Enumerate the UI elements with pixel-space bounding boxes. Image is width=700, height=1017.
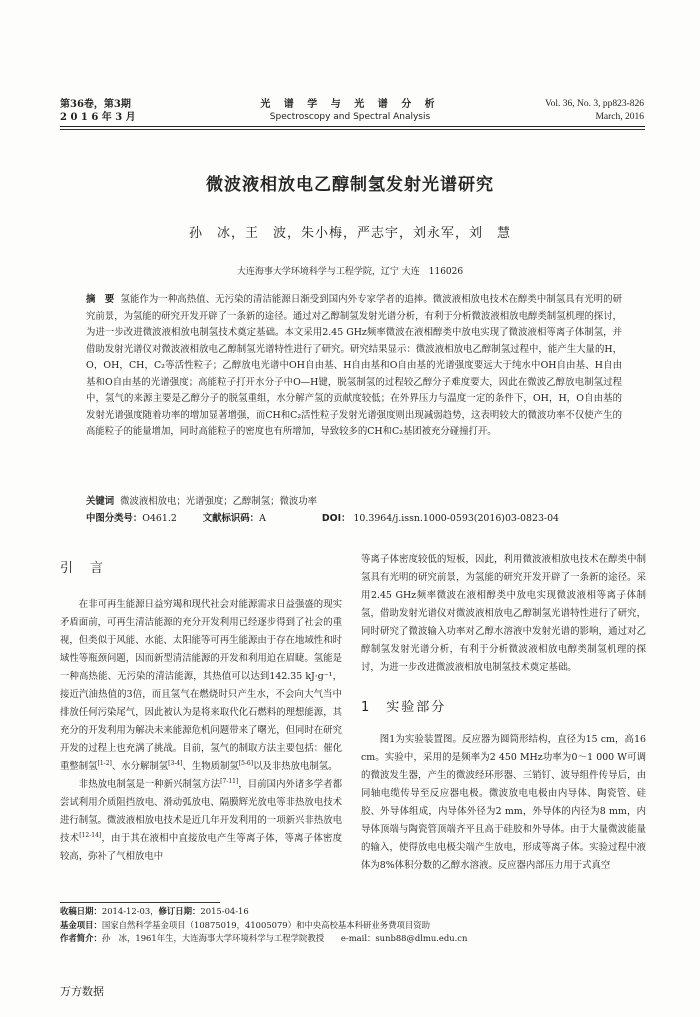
intro-paragraph-2 bbox=[60, 776, 342, 866]
journal-name-en: Spectroscopy and Spectral Analysis bbox=[269, 112, 431, 122]
paper-title: 微波液相放电乙醇制氢发射光谱研究 bbox=[206, 175, 494, 195]
intro-p2-text-c: ，由于其在液相中直接放电产生等离子体，等离子体密度较高，弥补了气相放电中 bbox=[60, 833, 342, 862]
header-volume-en: Vol. 36, No. 3, pp823-826 bbox=[544, 99, 644, 109]
intro-p2-text-b: ，目前国内外诸多学者都尝试利用介质阻挡放电、滑动弧放电、隔膜辉光放电等非热放电技术进行制氢。微波液相放电技术是近几年开发利用的一项新兴非热放电技术 bbox=[60, 779, 342, 844]
clc-label: 中图分类号： bbox=[86, 513, 143, 524]
intro-p1-text-b: 、水分解制氢 bbox=[111, 761, 169, 772]
footnote-dates bbox=[60, 905, 650, 919]
footnotes bbox=[60, 905, 650, 946]
header-volume-cn: 第36卷，第3期 bbox=[60, 99, 131, 110]
keywords bbox=[86, 494, 626, 511]
header-issue bbox=[545, 98, 644, 124]
fund-label: 基金项目： bbox=[60, 919, 102, 930]
clc-value: O461.2 bbox=[142, 513, 177, 524]
intro-paragraph-1 bbox=[60, 596, 342, 776]
abstract bbox=[86, 292, 622, 441]
author-list: 孙 冰，王 波，朱小梅，严志宇，刘永军，刘 慧 bbox=[188, 226, 511, 241]
journal-name-cn: 光 谱 学 与 光 谱 分 析 bbox=[260, 99, 440, 110]
intro-p1-text: 在非可再生能源日益穷竭和现代社会对能源需求日益强盛的现实矛盾面前，可再生清洁能源的充分开发利用已经逐步得到了社会的重视，但类似于风能、水能、太阳能等可再生能源由于存在地域性和时域性等瓶颈问题，因而新型清洁能源的开发和利用迫在眉睫。氢能是一种高热能、无污染的清洁能源，其热值可以达到142.35 kJ·g⁻¹，接近汽油热值的3倍，而且氢气在燃烧时只产生水，不会向大气当中排放任何污染尾气，因此被认为是将来取代化石燃料的理想能源，其充分的开发利用为解决未来能源危机问题带来了曙光，但同时在研究开发的过程上也充满了挑战。目前，氢气的制取方法主要包括：催化重整制氢 bbox=[60, 599, 342, 772]
doc-code-value: A bbox=[259, 513, 266, 524]
doc-code-label: 文献标识码： bbox=[202, 513, 260, 524]
bio-text: 孙 冰，1961年生，大连海事大学环境科学与工程学院教授 e-mail：sunb88@dlmu.edu.cn bbox=[101, 933, 468, 943]
doi-label: DOI： bbox=[321, 513, 351, 524]
abstract-text: 氢能作为一种高热值、无污染的清洁能源日渐受到国内外专家学者的追捧。微波液相放电技术在醇类中制氢具有光明的研究前景，为氢能的研究开发开辟了一条新的途径。通过对乙醇制氢发射光谱分析，有利于分析微波液相放电醇类制氢机理的探讨，为进一步改进微波液相放电制氢技术奠定基础。本文采用2.45 GHz频率微波在液相醇类中放电实现了微波液相等离子体制氢，并借助发射光谱仪对微波液相放电乙醇制氢光谱特性进行了研究。研究结果显示：微波液相放电乙醇制氢过程中，能产生大量的H，O，OH，CH，C₂等活性粒子；乙醇放电光谱中OH自由基、H自由基和O自由基的光谱强度要远大于纯水中OH自由基、H自由基和O自由基的光谱强度；高能粒子打开水分子中O—H键，脱氢制氢的过程较乙醇分子难度要大，因此在微波乙醇放电制氢过程中，氢气的来源主要是乙醇分子的脱氢重组，水分解产氢的贡献度较低；在外界压力与温度一定的条件下，OH，H，O自由基的发射光谱强度随着功率的增加显著增强，而CH和C₂活性粒子发射光谱强度则出现减弱趋势，这表明较大的微波功率不仅使产生的高能粒子的能量增加，同时高能粒子的密度也有所增加，导致较多的CH和C₂基团被充分碰撞打开。 bbox=[86, 294, 622, 437]
classification-line bbox=[86, 511, 626, 528]
header-date-en: March, 2016 bbox=[595, 112, 644, 122]
left-column bbox=[60, 560, 342, 866]
right-column bbox=[361, 551, 646, 875]
doi-value: 10.3964/j.issn.1000-0593(2016)03-0823-04 bbox=[353, 513, 560, 524]
intro-p1-text-d: 以及非热放电制氢。 bbox=[253, 761, 338, 772]
received-label: 收稿日期： bbox=[60, 906, 102, 916]
footnote-fund bbox=[60, 919, 650, 933]
citation: [5-6] bbox=[238, 759, 254, 767]
revised-label: 修订日期： bbox=[158, 906, 201, 916]
header-rule-thin bbox=[60, 129, 645, 130]
citation: [3-4] bbox=[168, 759, 183, 767]
footnote-bio bbox=[60, 932, 650, 946]
intro-p1-text-c: 、生物质制氢 bbox=[182, 761, 239, 772]
header-date-cn: 2 0 1 6 年 3 月 bbox=[60, 112, 136, 123]
received-date: 2014-12-03， bbox=[101, 906, 159, 916]
section-1-paragraph-1: 图1为实验装置图。反应器为圆筒形结构，直径为15 cm，高16 cm。实验中，采用的是频率为2 450 MHz功率为0～1 000 W可调的微波发生器，产生的微波经环形器、三销钉、波导组件传导后，由同轴电缆传导至反应器电极。微波放电电极由内导体、陶瓷管、硅胶、外导体组成，内导体外径为2 mm，外导体的内径为8 mm，内导体顶端与陶瓷管顶端齐平且高于硅胶和外导体。由于大量微波能量的输入，使得放电电极尖端产生放电，形成等离子体。实验过程中液体为8%体积分数的乙醇水溶液。反应器内部压力用于式真空 bbox=[361, 734, 646, 871]
keywords-text: 微波液相放电；光谱强度；乙醇制氢；微波功率 bbox=[120, 496, 317, 507]
header-rule bbox=[60, 126, 645, 127]
citation: [12-14] bbox=[79, 831, 102, 839]
footnote-rule bbox=[60, 902, 220, 903]
intro-heading: 引 言 bbox=[60, 561, 106, 576]
affiliation: 大连海事大学环境科学与工程学院，辽宁 大连 116026 bbox=[236, 267, 464, 277]
revised-date: 2015-04-16 bbox=[200, 906, 249, 916]
fund-text: 国家自然科学基金项目（10875019，41005079）和中央高校基本科研业务费项目资助 bbox=[101, 919, 431, 930]
intro-p2-text: 非热放电制氢是一种新兴制氢方法 bbox=[78, 779, 221, 790]
keywords-label: 关键词 bbox=[86, 496, 115, 507]
citation: [7-11] bbox=[220, 777, 239, 785]
watermark: 万方数据 bbox=[60, 985, 104, 998]
section-1-heading: 1 实验部分 bbox=[361, 700, 447, 715]
intro-continuation: 等离子体密度较低的短板，因此，利用微波液相放电技术在醇类中制氢具有光明的研究前景，为氢能的研究开发开辟了一条新的途径。采用2.45 GHz频率微波在液相醇类中放电实现微波液相等离子体制氢，借助发射光谱仪对微波液相放电乙醇制氢光谱特性进行了研究，同时研究了微波输入功率对乙醇水溶液中发射光谱的影响，通过对乙醇制氢发射光谱分析，有利于分析微波液相放电醇类制氢机理的探讨，为进一步改进微波液相放电制氢技术奠定基础。 bbox=[361, 554, 646, 673]
citation: [1-2] bbox=[97, 759, 112, 767]
bio-label: 作者简介： bbox=[60, 933, 102, 943]
abstract-label: 摘 要 bbox=[86, 294, 115, 305]
